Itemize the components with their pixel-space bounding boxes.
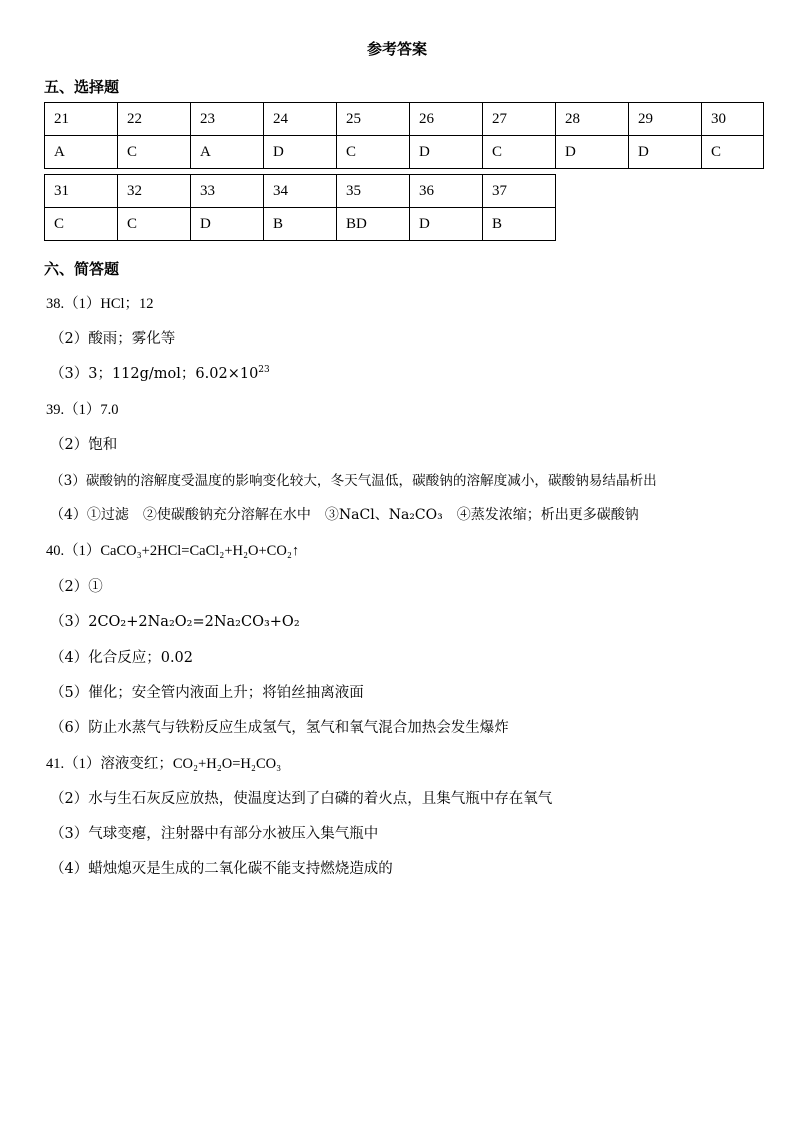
answer-line: （6）防止水蒸气与铁粉反应生成氢气，氢气和氧气混合加热会发生爆炸	[50, 720, 509, 736]
answer-cell: C	[702, 136, 764, 169]
answer-cell: C	[337, 136, 410, 169]
question-number: 29	[629, 103, 702, 136]
answer-line: （2）水与生石灰反应放热，使温度达到了白磷的着火点，且集气瓶中存在氧气	[50, 791, 553, 807]
question-number: 32	[118, 175, 191, 208]
answer-cell: A	[191, 136, 264, 169]
answer-cell: D	[629, 136, 702, 169]
answer-cell: B	[264, 208, 337, 241]
question-number: 34	[264, 175, 337, 208]
answer-cell: A	[45, 136, 118, 169]
question-number: 23	[191, 103, 264, 136]
question-number: 25	[337, 103, 410, 136]
answer-line: （3）碳酸钠的溶解度受温度的影响变化较大，冬天气温低，碳酸钠的溶解度减小，碳酸钠易结晶析出	[50, 473, 657, 489]
answer-line: （4）蜡烛熄灭是生成的二氧化碳不能支持燃烧造成的	[50, 861, 393, 877]
answer-line: （5）催化；安全管内液面上升；将铂丝抽离液面	[50, 685, 364, 701]
question-number: 36	[410, 175, 483, 208]
question-number: 27	[483, 103, 556, 136]
section-heading-choice: 五、选择题	[44, 78, 120, 96]
answer-table-row-group-2	[44, 174, 556, 241]
exponent: 23	[258, 365, 270, 376]
answer-cell: D	[191, 208, 264, 241]
answer-line: 40.（1）CaCO₃+2HCl=CaCl₂+H₂O+CO₂↑	[46, 543, 300, 559]
answer-cell: D	[410, 208, 483, 241]
question-number: 30	[702, 103, 764, 136]
question-number-row	[45, 175, 556, 208]
answer-line: 38.（1）HCl；12	[46, 296, 154, 312]
question-number: 22	[118, 103, 191, 136]
answer-line: （4）化合反应；0.02	[50, 650, 194, 666]
answer-text: （3）3；112g/mol；6.02×10	[50, 366, 259, 382]
answer-cell: C	[483, 136, 556, 169]
answer-cell: D	[264, 136, 337, 169]
answer-line: （2）饱和	[50, 437, 118, 453]
answer-line: 39.（1）7.0	[46, 402, 119, 418]
answer-line	[50, 362, 270, 383]
answer-line: （4）①过滤 ②使碳酸钠充分溶解在水中 ③NaCl、Na₂CO₃ ④蒸发浓缩；析出更多碳酸钠	[50, 507, 639, 523]
answer-cell: D	[556, 136, 629, 169]
section-heading-short-answer: 六、简答题	[44, 260, 120, 278]
question-number: 26	[410, 103, 483, 136]
answer-line: （3）气球变瘪，注射器中有部分水被压入集气瓶中	[50, 826, 379, 842]
answer-line: （2）酸雨；雾化等	[50, 331, 176, 347]
answer-cell: B	[483, 208, 556, 241]
question-number: 35	[337, 175, 410, 208]
answer-cell: C	[118, 136, 191, 169]
answer-line: 41.（1）溶液变红；CO₂+H₂O=H₂CO₃	[46, 756, 282, 772]
answer-cell: D	[410, 136, 483, 169]
answer-line: （3）2CO₂+2Na₂O₂=2Na₂CO₃+O₂	[50, 614, 300, 630]
answer-cell: C	[45, 208, 118, 241]
question-number: 28	[556, 103, 629, 136]
answer-row	[45, 208, 556, 241]
answer-cell: C	[118, 208, 191, 241]
answer-table-row-group-1	[44, 102, 764, 169]
question-number-row	[45, 103, 764, 136]
question-number: 24	[264, 103, 337, 136]
answer-line: （2）①	[50, 579, 103, 595]
page-title: 参考答案	[366, 40, 427, 58]
question-number: 37	[483, 175, 556, 208]
answer-row	[45, 136, 764, 169]
answer-cell: BD	[337, 208, 410, 241]
question-number: 21	[45, 103, 118, 136]
question-number: 33	[191, 175, 264, 208]
question-number: 31	[45, 175, 118, 208]
